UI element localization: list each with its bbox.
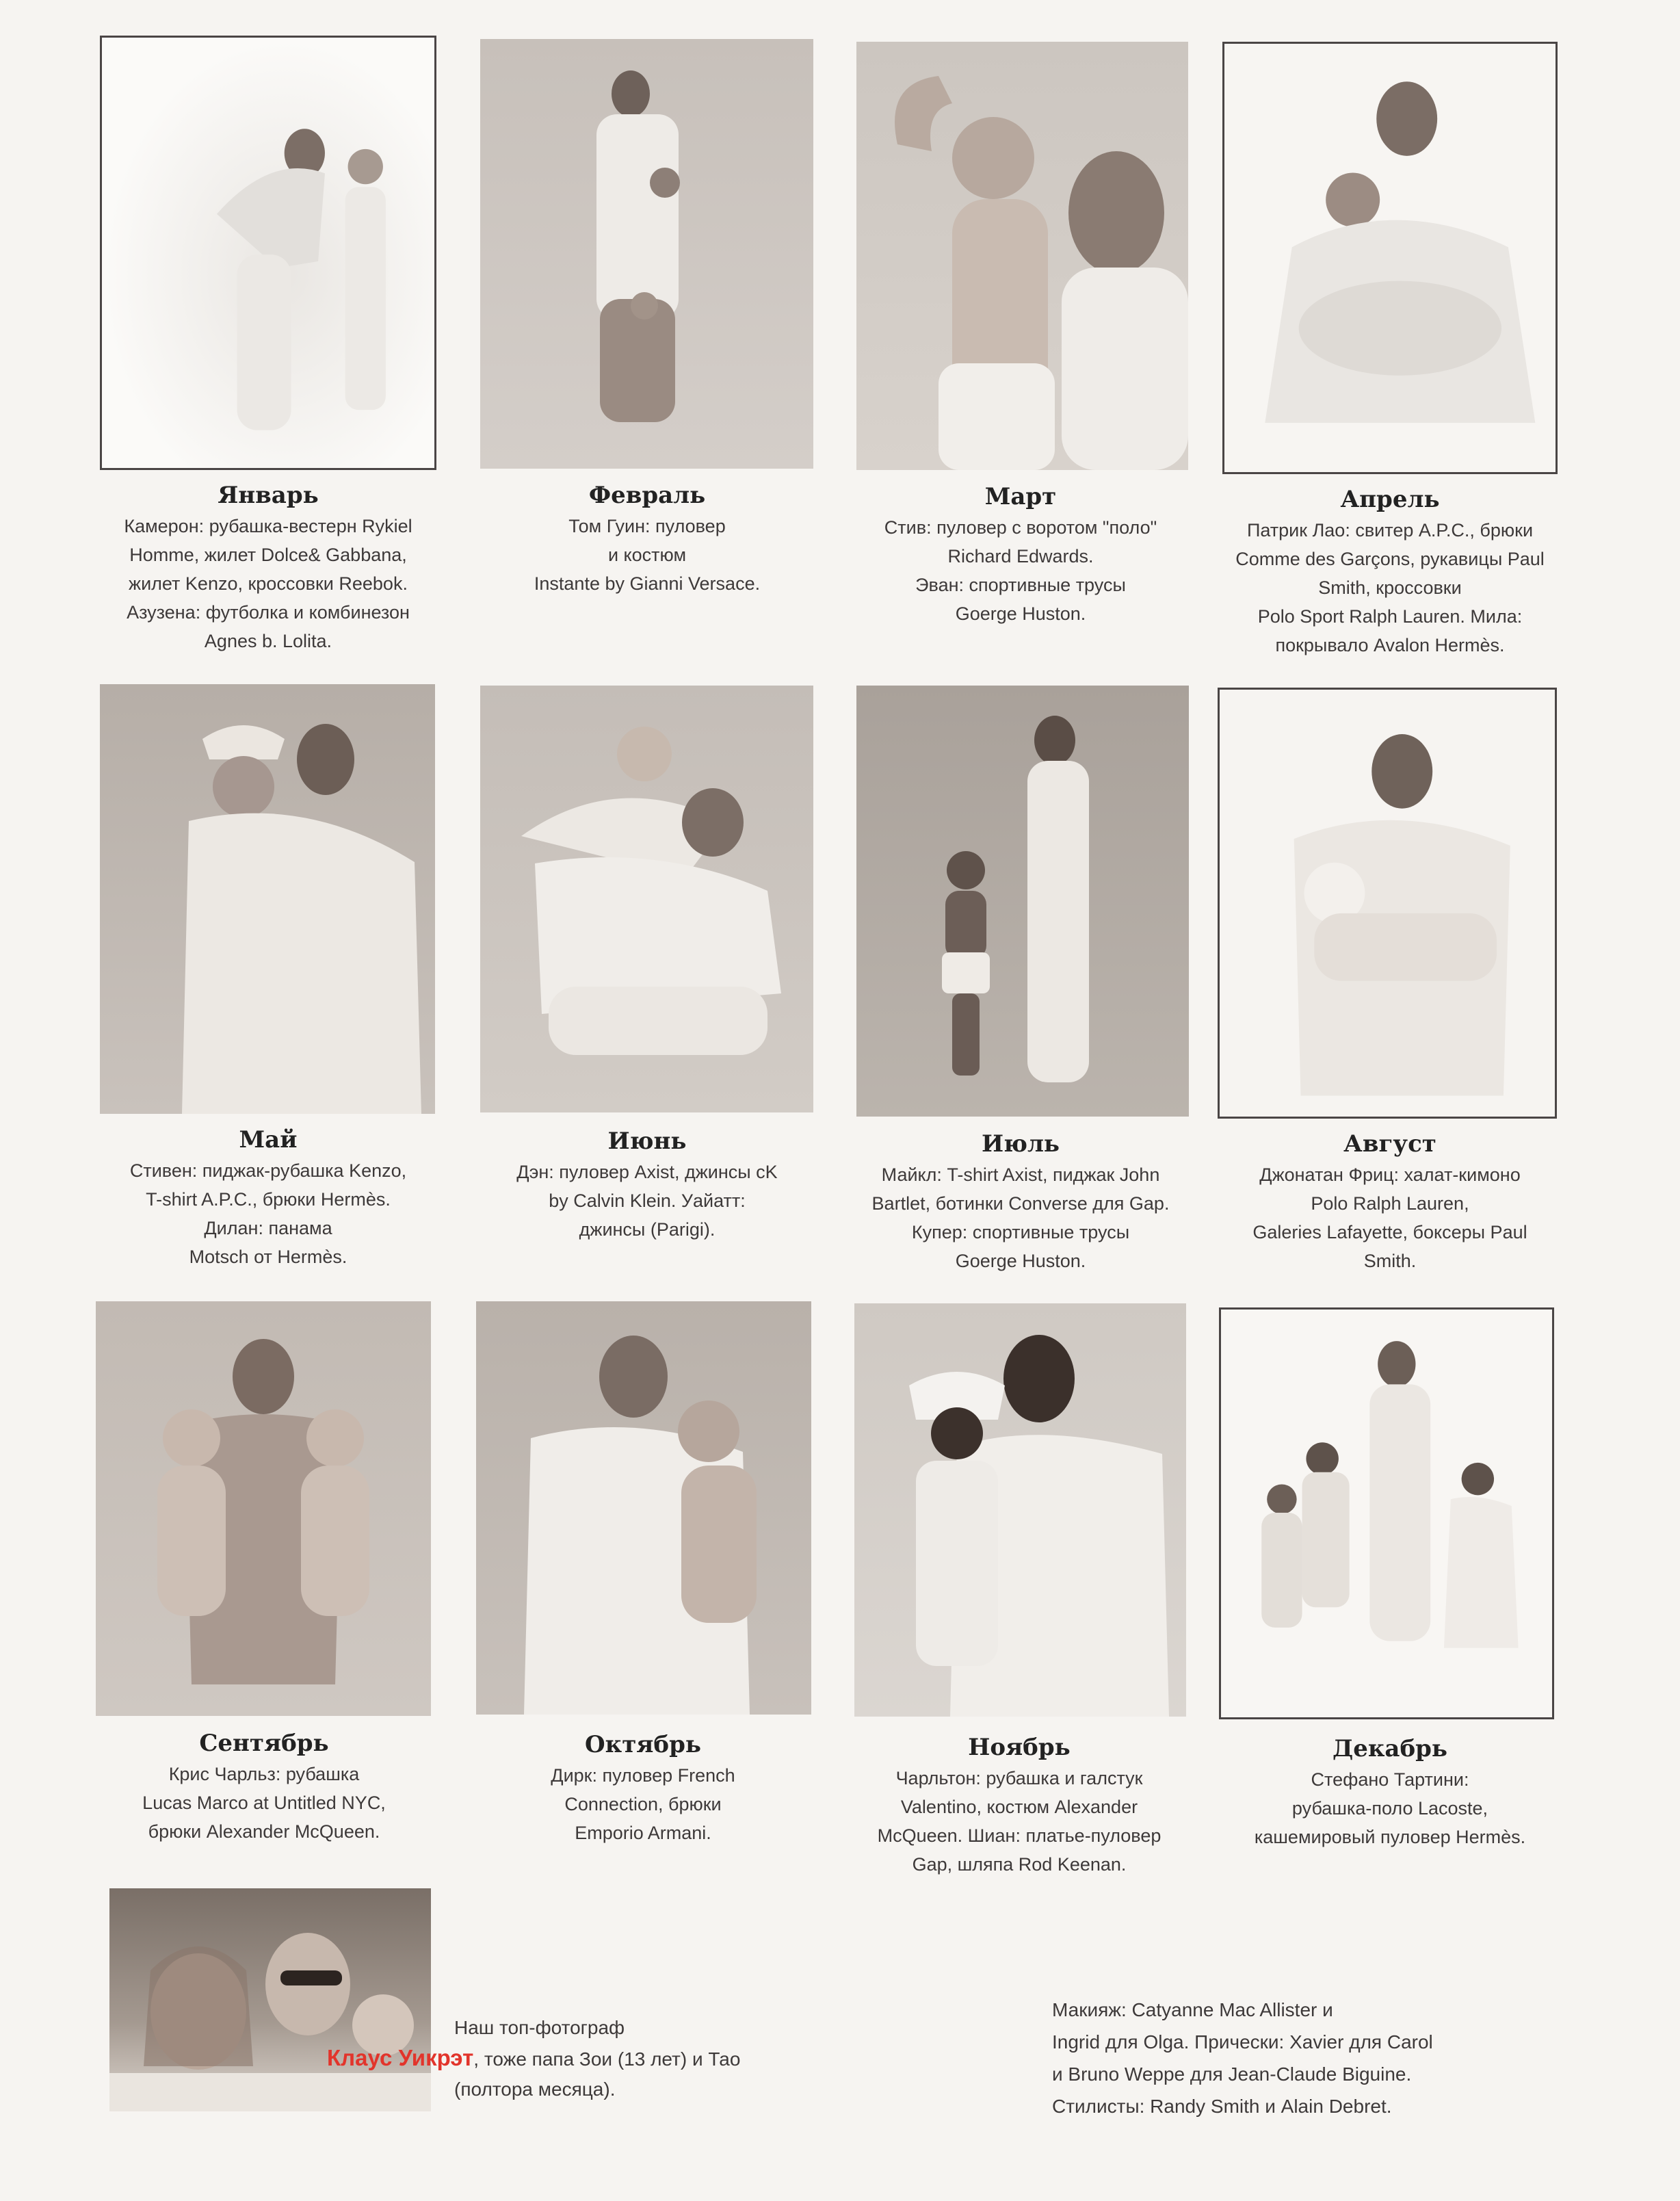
caption-march: Март Стив: пуловер с воротом "поло" Richard Edwards. Эван: спортивные трусы Goerge Huston. bbox=[843, 480, 1198, 628]
month-title: Апрель bbox=[1340, 486, 1440, 513]
photo-june bbox=[480, 686, 813, 1112]
month-title: Январь bbox=[218, 482, 319, 509]
caption-september: Сентябрь Крис Чарльз: рубашка Lucas Marco at Untitled NYC, брюки Alexander McQueen. bbox=[89, 1727, 439, 1846]
photographer-caption: Наш топ-фотограф Клаус Уикрэт, тоже папа Зои (13 лет) и Тао (полтора месяца). bbox=[327, 2017, 741, 2100]
month-title: Декабрь bbox=[1333, 1735, 1447, 1762]
caption-august: Август Джонатан Фриц: халат-кимоно Polo Ralph Lauren, Galeries Lafayette, боксеры Paul Smith. bbox=[1205, 1128, 1575, 1275]
caption-june: Июнь Дэн: пуловер Axist, джинсы cK by Calvin Klein. Уайатт: джинсы (Parigi). bbox=[472, 1125, 822, 1244]
caption-february: Февраль Том Гуин: пуловер и костюм Instante by Gianni Versace. bbox=[472, 479, 822, 598]
month-title: Октябрь bbox=[585, 1731, 701, 1758]
caption-january: Январь Камерон: рубашка-вестерн Rykiel Homme, жилет Dolce& Gabbana, жилет Kenzo, кроссовки Reebok. Азузена: футболка и комбинезон Agnes b. Lolita. bbox=[93, 479, 443, 655]
photo-may bbox=[100, 684, 435, 1114]
month-title: Август bbox=[1343, 1130, 1436, 1158]
month-title: Июнь bbox=[607, 1128, 687, 1155]
photo-april bbox=[1222, 42, 1558, 474]
month-title: Февраль bbox=[588, 482, 706, 509]
month-title: Ноябрь bbox=[968, 1734, 1071, 1761]
photo-november bbox=[854, 1303, 1186, 1717]
photo-july bbox=[856, 686, 1189, 1117]
caption-april: Апрель Патрик Лао: свитер A.P.C., брюки Comme des Garçons, рукавицы Paul Smith, кроссовки Polo Sport Ralph Lauren. Мила: покрывало Avalon Hermès. bbox=[1205, 483, 1575, 660]
photo-september bbox=[96, 1301, 431, 1716]
photo-august bbox=[1218, 688, 1557, 1119]
credits-block: Макияж: Catyanne Mac Allister и Ingrid для Olga. Прически: Xavier для Carol и Bruno Weppe для Jean-Claude Biguine. Стилисты: Randy Smith и Alain Debret. bbox=[1052, 1999, 1433, 2117]
caption-may: Май Стивен: пиджак-рубашка Kenzo, T-shirt A.P.C., брюки Hermès. Дилан: панама Motsch от Hermès. bbox=[93, 1123, 443, 1271]
photo-december bbox=[1219, 1307, 1554, 1719]
month-title: Май bbox=[239, 1126, 298, 1154]
photo-march bbox=[856, 42, 1188, 470]
caption-october: Октябрь Дирк: пуловер French Connection, брюки Emporio Armani. bbox=[468, 1728, 818, 1847]
month-title: Сентябрь bbox=[199, 1730, 329, 1757]
month-title: Март bbox=[984, 483, 1057, 510]
caption-july: Июль Майкл: T-shirt Axist, пиджак John Bartlet, ботинки Converse для Gap. Купер: спортивные трусы Goerge Huston. bbox=[843, 1128, 1198, 1275]
month-title: Июль bbox=[981, 1130, 1060, 1158]
caption-november: Ноябрь Чарльтон: рубашка и галстук Valentino, костюм Alexander McQueen. Шиан: платье-пуловер Gap, шляпа Rod Keenan. bbox=[841, 1731, 1197, 1879]
photo-october bbox=[476, 1301, 811, 1715]
photographer-name: Клаус Уикрэт bbox=[327, 2045, 474, 2070]
photo-january bbox=[100, 36, 436, 470]
photo-february bbox=[480, 39, 813, 469]
caption-december: Декабрь Стефано Тартини: рубашка-поло Lacoste, кашемировый пуловер Hermès. bbox=[1205, 1732, 1575, 1851]
